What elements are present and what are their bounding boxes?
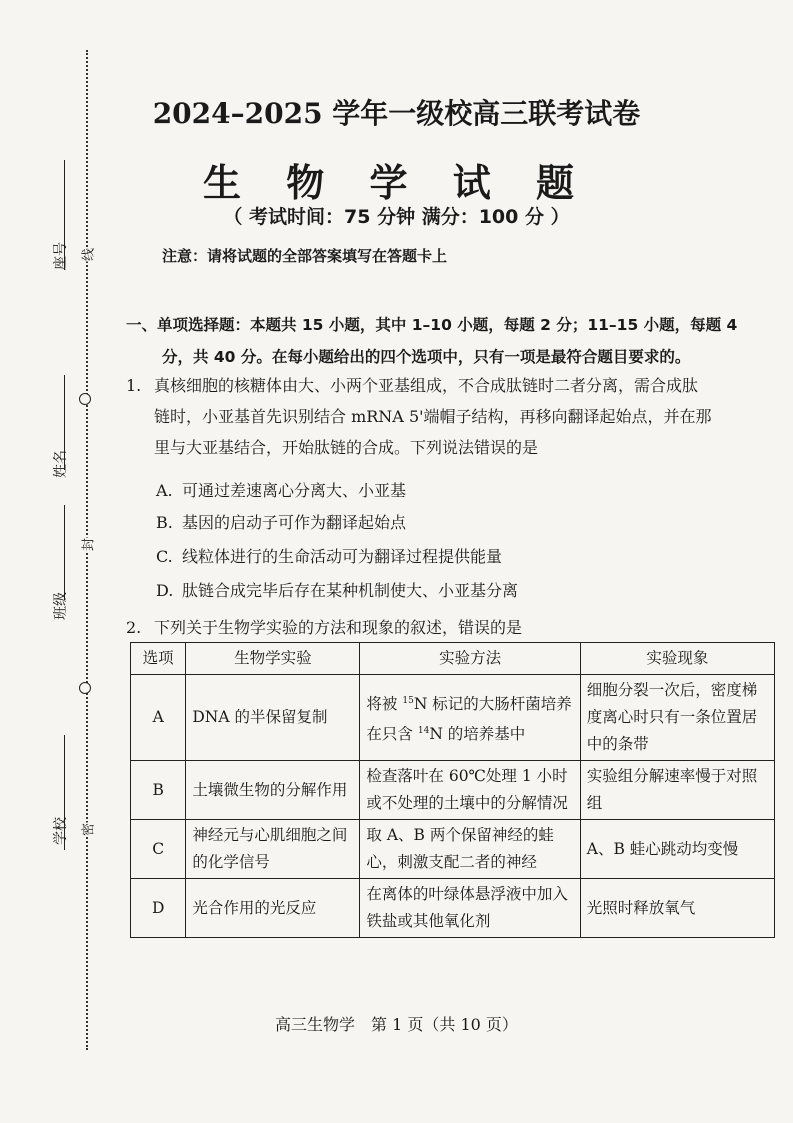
experiment-table (130, 642, 775, 938)
section-heading (126, 309, 776, 373)
question-1 (126, 370, 776, 463)
subject-title: 生 物 学 试 题 (203, 160, 590, 205)
class-underline (64, 505, 65, 600)
cell-result: A、B 蛙心跳动均变慢 (580, 820, 774, 879)
cell-option: A (131, 675, 186, 761)
cell-experiment: DNA 的半保留复制 (186, 675, 360, 761)
table-row (131, 675, 775, 761)
question-2 (126, 612, 776, 643)
school-label: 学校 (53, 817, 69, 845)
cell-experiment: 土壤微生物的分解作用 (186, 761, 360, 820)
seal-secret-char: 密 (78, 823, 97, 837)
section-line-1: 一、单项选择题：本题共 15 小题，其中 1–10 小题，每题 2 分；11–15 小题，每题 4 (126, 316, 738, 334)
cell-experiment: 光合作用的光反应 (186, 879, 360, 938)
cell-result: 光照时释放氧气 (580, 879, 774, 938)
header-method: 实验方法 (360, 643, 580, 675)
option-d: D. 肽链合成完毕后存在某种机制使大、小亚基分离 (156, 581, 519, 600)
question-line-3: 里与大亚基结合，开始肽链的合成。下列说法错误的是 (154, 438, 539, 457)
class-label: 班级 (53, 592, 69, 620)
seal-seal-char: 封 (78, 538, 97, 552)
cell-option: D (131, 879, 186, 938)
cell-method: 将被 $^{15}$N 标记的大肠杆菌培养在只含 $^{14}$N 的培养基中 (360, 675, 580, 761)
option-c: C. 线粒体进行的生命活动可为翻译过程提供能量 (156, 547, 503, 566)
question-number: 2. (126, 618, 142, 637)
table-header-row (131, 643, 775, 675)
table-row (131, 879, 775, 938)
header-result: 实验现象 (580, 643, 774, 675)
cell-method: 检查落叶在 60℃处理 1 小时或不处理的土壤中的分解情况 (360, 761, 580, 820)
cell-option: B (131, 761, 186, 820)
header-option: 选项 (131, 643, 186, 675)
seal-line-char: 线 (78, 248, 97, 262)
section-line-2: 分，共 40 分。在每小题给出的四个选项中，只有一项是最符合题目要求的。 (162, 348, 691, 366)
cell-option: C (131, 820, 186, 879)
notice: 注意：请将试题的全部答案填写在答题卡上 (162, 247, 448, 265)
cell-method: 在离体的叶绿体悬浮液中加入铁盐或其他氧化剂 (360, 879, 580, 938)
table-row (131, 820, 775, 879)
cell-result: 实验组分解速率慢于对照组 (580, 761, 774, 820)
binding-circle (79, 393, 91, 405)
question-stem: 下列关于生物学实验的方法和现象的叙述，错误的是 (154, 618, 523, 637)
option-b: B. 基因的启动子可作为翻译起始点 (156, 513, 407, 532)
page-footer: 高三生物学 第 1 页（共 10 页） (275, 1015, 518, 1034)
option-a: A. 可通过差速离心分离大、小亚基 (156, 481, 407, 500)
name-label: 姓名 (53, 450, 69, 478)
question-line-2: 链时，小亚基首先识别结合 mRNA 5'端帽子结构，再移向翻译起始点，并在那 (154, 407, 712, 426)
exam-title: 2024–2025 学年一级校高三联考试卷 (152, 97, 641, 130)
table-row (131, 761, 775, 820)
cell-method: 取 A、B 两个保留神经的蛙心，刺激支配二者的神经 (360, 820, 580, 879)
seat-label: 座号 (53, 242, 69, 270)
header-experiment: 生物学实验 (186, 643, 360, 675)
binding-circle (79, 682, 91, 694)
cell-result: 细胞分裂一次后，密度梯度离心时只有一条位置居中的条带 (580, 675, 774, 761)
cell-experiment: 神经元与心肌细胞之间的化学信号 (186, 820, 360, 879)
exam-info: （ 考试时间：75 分钟 满分：100 分 ） (223, 206, 570, 228)
question-number: 1. (126, 376, 142, 395)
question-line-1: 真核细胞的核糖体由大、小两个亚基组成，不合成肽链时二者分离，需合成肽 (154, 376, 699, 395)
